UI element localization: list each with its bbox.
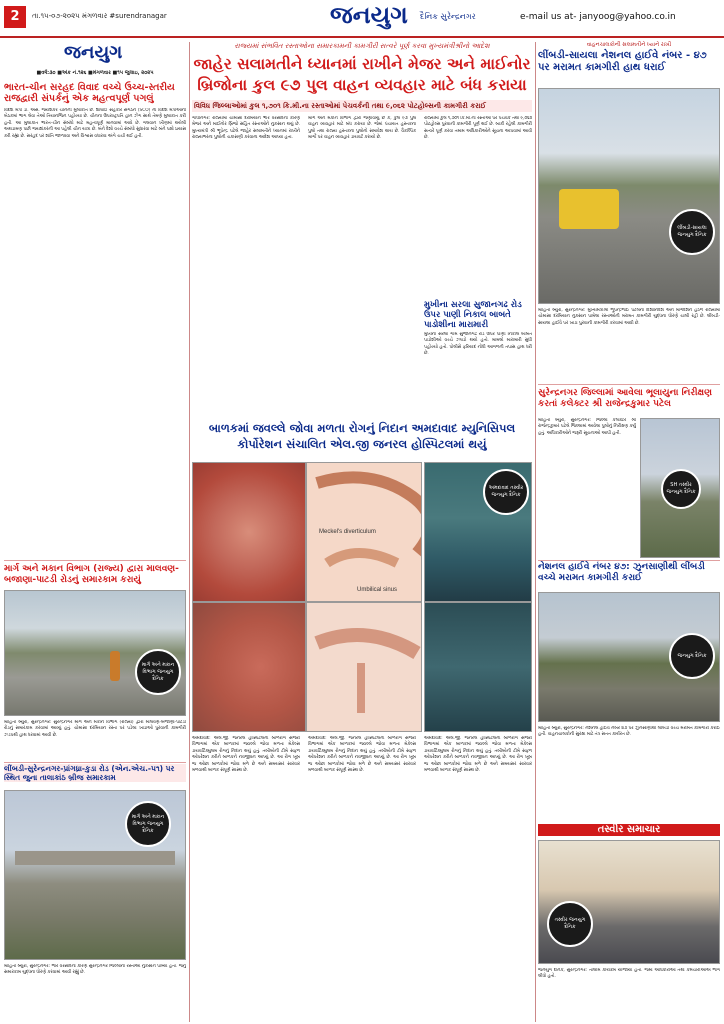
photo-badge: અમદાવાદ તસ્વીર જનયુગ દૈનિક	[483, 469, 529, 515]
lower-body-col3: અમદાવાદ: એલ.જી. જનરલ હોસ્પિટલના બાળરોગ સર્જરી વિભાગમાં એક બાળકમાં જવલ્લે જોવા મળતા મેકેલ્સ ડાયવર્ટિક્યુલમ રોગનું નિદાન થયું હતું. તબીબોની ટીમે સફળ ઓપરેશન કરીને બાળકને નવજીવન આપ્યું છે. આ રોગ ખૂબ જ ઓછા બાળકોમાં જોવા મળે છે અને સમયસર સારવાર મળવાથી બાળક સંપૂર્ણ સ્વસ્થ છે.	[424, 736, 532, 774]
intestine-shape	[327, 553, 397, 563]
bridge-photo	[4, 790, 186, 960]
medical-diagram	[306, 462, 422, 602]
right-body3: માહિતી બ્યુરો, સુરેન્દ્રનગર: નેશનલ હાઈવે નંબર ૪૭ પર ઝુનસાણીથી લીંબડી વચ્ચે મરામત કામગીરી કરાઈ હતી. વાહનચાલકોની સુરક્ષા માટે તંત્ર સતત કાર્યરત છે.	[538, 726, 720, 738]
masthead-sub: દૈનિક સુરેન્દ્રનગર	[420, 12, 476, 21]
lower-headline: બાળકમાં જવલ્લે જોવા મળતા રોગનું નિદાન અમદાવાદ મ્યુનિસિપલ કોર્પોરેશન સંચાલિત એલ.જી જનરલ હોસ્પિટલમાં થયું	[208, 421, 516, 451]
diagram-label: Umbilical sinus	[357, 587, 398, 593]
surgery-photo-2	[192, 602, 306, 732]
lower-body-col1: અમદાવાદ: એલ.જી. જનરલ હોસ્પિટલના બાળરોગ સર્જરી વિભાગમાં એક બાળકમાં જવલ્લે જોવા મળતા મેકેલ્સ ડાયવર્ટિક્યુલમ રોગનું નિદાન થયું હતું. તબીબોની ટીમે સફળ ઓપરેશન કરીને બાળકને નવજીવન આપ્યું છે. આ રોગ ખૂબ જ ઓછા બાળકોમાં જોવા મળે છે અને સમયસર સારવાર મળવાથી બાળક સંપૂર્ણ સ્વસ્થ છે.	[192, 736, 300, 774]
column-divider	[189, 42, 190, 1022]
surgery-photo	[192, 462, 306, 602]
photo-badge: જનયુગ દૈનિક	[669, 633, 715, 679]
road-repair-photo	[4, 590, 186, 716]
right-kicker: વાહનચાલકોની સલામતીને ધ્યાને રાખી	[586, 42, 672, 48]
story3-headline: લીંબડી-સુરેન્દ્રનગર-પ્રાંગધ્રા-કુડા રોડ (એન.એચ.-૫૧) પર સ્થિત જુના તાલાકાંઠ બ્રીજ સમારકામ	[4, 764, 186, 782]
lower-body-col2: અમદાવાદ: એલ.જી. જનરલ હોસ્પિટલના બાળરોગ સર્જરી વિભાગમાં એક બાળકમાં જવલ્લે જોવા મળતા મેકેલ્સ ડાયવર્ટિક્યુલમ રોગનું નિદાન થયું હતું. તબીબોની ટીમે સફળ ઓપરેશન કરીને બાળકને નવજીવન આપ્યું છે. આ રોગ ખૂબ જ ઓછા બાળકોમાં જોવા મળે છે અને સમયસર સારવાર મળવાથી બાળક સંપૂર્ણ સ્વસ્થ છે.	[308, 736, 416, 774]
workers-figure	[110, 651, 120, 681]
highway-photo	[538, 88, 720, 304]
divider	[538, 384, 720, 385]
left-masthead: જનયુગ	[64, 42, 123, 63]
hospital-photo	[424, 462, 532, 602]
operation-photo	[424, 602, 532, 732]
bridge-deck	[15, 851, 175, 865]
email: e-mail us at- janyoog@yahoo.co.in	[520, 12, 676, 22]
mid-body: મુખીના સરલા ગામે સુજાનગઢ રોડ ઉપર પાણી નિકાલ બાબતે પાડોશીઓ વચ્ચે ઝઘડો થયો હતો. મામલો મારામારી સુધી પહોંચ્યો હતો. પોલીસે ફરિયાદ નોંધી આગળની તપાસ હાથ ધરી છે.	[424, 332, 532, 357]
photo-section-title: તસ્વીર સમાચાર	[538, 824, 720, 836]
medical-diagram-2	[306, 602, 422, 732]
duct-shape	[357, 663, 365, 713]
meeting-photo	[538, 840, 720, 964]
diagram-label: Meckel's diverticulum	[319, 529, 376, 535]
page-number: 2	[4, 6, 26, 28]
right-body1: માહિતી બ્યુરો, સુરેન્દ્રનગર: મુખ્યમંત્રીશ્રી ભૂપેન્દ્રભાઈ પટેલના દિશાનિર્દેશ અને માર્ગદર્શન હેઠળ રાજ્યમાં ચોમાસા દરમિયાન નુકસાન પામેલા રસ્તાઓની મરામત કામગીરી યુદ્ધના ધોરણે ચાલી રહી છે. લીંબડી-સાયલા હાઈવે પર ખાડા પુરવાની કામગીરી કરવામાં આવી છે.	[538, 308, 720, 326]
right-headline2: સુરેન્દ્રનગર જિલ્લામાં આવેલા ભૂલાયુના નિરીક્ષણ કરતાં કલેક્ટર શ્રી રાજેન્દ્રકુમાર પટેલ	[538, 388, 712, 409]
photo-badge: લીંબડી-સાયલા જનયુગ દૈનિક	[669, 209, 715, 255]
main-headline: જાહેર સલામતીને ધ્યાનમાં રાખીને મેજર અને માઈનોર બ્રિજોના કુલ ૯૭ પુલ વાહન વ્યવહાર માટે બંધ કરાયા	[193, 55, 531, 94]
right-column	[538, 42, 720, 1022]
body-col3: રાજ્યમાં કુલ ૧,૭૦૧ કિ.મી.ના રસ્તાઓ પર પેચવર્ક તથા ૯,૦૬૨ પોટહોલ્સ પુરવાની કામગીરી પૂર્ણ થઈ છે. બાકી રહેલી કામગીરી સત્વરે પૂર્ણ કરવા તમામ અધિકારીઓને સૂચના આપવામાં આવી છે.	[424, 116, 532, 141]
story1-body: વિદેશ મંત્રી ડૉ. એસ. જયશંકર ચીનની મુલાકાતે છે. શાંઘાઈ સહકાર સંગઠન (SCO) ના વિદેશ મંત્રીઓની બેઠકમાં ભાગ લેવા તેઓ તિયાનજિન પહોંચ્યા છે. ચીનના ઉપરાષ્ટ્રપતિ હાન ઝેંગ સાથે તેમણે મુલાકાત કરી હતી. આ મુલાકાત ભારત-ચીન સંબંધો માટે મહત્વપૂર્ણ માનવામાં આવે છે. ગલવાન ખીણમાં થયેલી અથડામણ પછી જયશંકરની આ પહેલી ચીન યાત્રા છે. બંને દેશો વચ્ચે સંબંધો સુધારવા માટે બંને પક્ષો પ્રયાસ કરી રહ્યા છે. સરહદ પર શાંતિ જાળવવા અને વિશ્વાસ વધારવા અંગે ચર્ચા થઈ હતી.	[4, 108, 186, 139]
photo-body: જનયુગ દૈનિક, સુરેન્દ્રનગર: તાલીમ કાર્યક્રમ યોજાયો હતો. જેમાં અધિકારીઓ તથા કર્મચારીઓએ ભાગ લીધો હતો.	[538, 968, 720, 980]
photo-badge: માર્ગ અને મકાન વિભાગ જનયુગ દૈનિક	[135, 649, 181, 695]
story2-body: માહિતી બ્યુરો, સુરેન્દ્રનગર: સુરેન્દ્રનગર માર્ગ અને મકાન વિભાગ (રાજ્ય) દ્વારા માલવણ-બજાણા-પાટડી રોડનું સમારકામ કરવામાં આવ્યું હતું. ચોમાસા દરમિયાન રસ્તા પર પડેલા ખાડાઓ પુરવાની કામગીરી ઝડપથી હાથ ધરવામાં આવી છે.	[4, 720, 186, 738]
story2-headline: માર્ગ અને મકાન વિભાગ (રાજ્ય) દ્વારા માલવણ-બજાણા-પાટડી રોડનું સમારકામ કરાયું	[4, 564, 179, 585]
issue-line: ■વર્ષ:૩૦ ■અંક નં.૧૨૬ ■મંગળવાર ■૧૫ જુલાઇ, ૨૦૨૫	[36, 70, 154, 76]
divider	[4, 560, 186, 561]
kicker: રાજ્યમાં સંભવિત રસ્તાઓના સમારકામની કામગીરી સત્વરે પૂર્ણ કરવા મુખ્યમંત્રીશ્રીનો આદેશ	[234, 42, 490, 50]
divider	[538, 560, 720, 561]
story1-headline: ભારત-ચીન સરહદ વિવાદ વચ્ચે ઉચ્ચ-સ્તરીય રાજદ્વારી સંપર્કનું એક મહત્વપૂર્ણ પગલું	[4, 82, 175, 105]
right-headline1: લીંબડી-સાયલા નેશનલ હાઈવે નંબર - ૪૭ પર મરામત કામગીરી હાથ ધરાઈ	[538, 50, 707, 73]
body-col2: માર્ગ અને મકાન વિભાગ દ્વારા જણાવાયું છે કે, કુલ ૯૭ પુલ વાહન વ્યવહાર માટે બંધ કરાયા છે. જેમાં પંચાયત હસ્તકના પુલો તથા રાજ્ય હસ્તકના પુલોનો સમાવેશ થાય છે. વૈકલ્પિક માર્ગો પર વાહન વ્યવહાર ડાયવર્ટ કરાયો છે.	[308, 116, 416, 141]
right-body2: માહિતી બ્યુરો, સુરેન્દ્રનગર: જિલ્લા કલેક્ટર શ્રી રાજેન્દ્રકુમાર પટેલે જિલ્લામાં આવેલા પુલોનું નિરીક્ષણ કર્યું હતું. અધિકારીઓને જરૂરી સૂચનાઓ આપી હતી.	[538, 418, 636, 436]
left-column	[4, 42, 186, 1022]
date-line: તા.૧૫-૦૭-૨૦૨૫ મંગળવાર #surendranagar	[32, 12, 167, 20]
center-column	[192, 42, 532, 1022]
intestine-shape	[317, 477, 422, 553]
main-subhead: વિવિધ જિલ્લાઓમાં કુલ ૧,૭૦૧ કિ.મી.ના રસ્તાઓમાં પેચવર્કની તથા ૯,૦૬૨ પોટહોલ્સની કામગીરી કરાઈ	[192, 100, 532, 112]
story3-body: માહિતી બ્યુરો, સુરેન્દ્રનગર: ભારે વરસાદના કારણે સુરેન્દ્રનગર જિલ્લાના રસ્તાઓ નુકસાન પામ્યા હતા. જેનું સમારકામ યુદ્ધના ધોરણે કરવામાં આવી રહ્યું છે.	[4, 964, 186, 976]
photo-badge: માર્ગ અને મકાન વિભાગ જનયુગ દૈનિક	[125, 801, 171, 847]
photo-badge: SH તસ્વીર જનયુગ દૈનિક	[661, 469, 701, 509]
page-header	[0, 0, 724, 40]
roller-vehicle	[559, 189, 619, 229]
column-divider	[535, 42, 536, 1022]
bridge-inspection-photo	[640, 418, 720, 558]
divider	[4, 762, 186, 763]
mid-headline: મુખીના સરલા સુજાનગઢ રોડ ઉપર પાણી નિકાલ બાબતે પાડોશીના મારામારી	[424, 300, 522, 331]
body-col1: ગાંધીનગર: રાજ્યમાં ચોમાસા દરમિયાન ભારે વરસાદના કારણે મેજર અને માઈનોર બ્રિજો સહિત રસ્તાઓને નુકસાન થયું છે. મુખ્યમંત્રી શ્રી ભૂપેન્દ્ર પટેલે જાહેર સલામતીને ધ્યાનમાં રાખીને રાજ્યભરના પુલોની ચકાસણી કરવાના આદેશ આપ્યા હતા.	[192, 116, 300, 141]
intestine-shape	[317, 635, 417, 653]
masthead: જનયુગ	[330, 0, 408, 29]
header-rule	[0, 36, 724, 38]
diagram-svg	[307, 463, 422, 602]
right-headline3: નેશનલ હાઈવે નંબર ૪૭: ઝુનસાણીથી લીંબડી વચ્ચે મરામત કામગીરી કરાઈ	[538, 562, 705, 583]
diagram-svg-2	[307, 603, 422, 732]
photo-badge: તસ્વીર જનયુગ દૈનિક	[547, 901, 593, 947]
highway-photo-2	[538, 592, 720, 722]
